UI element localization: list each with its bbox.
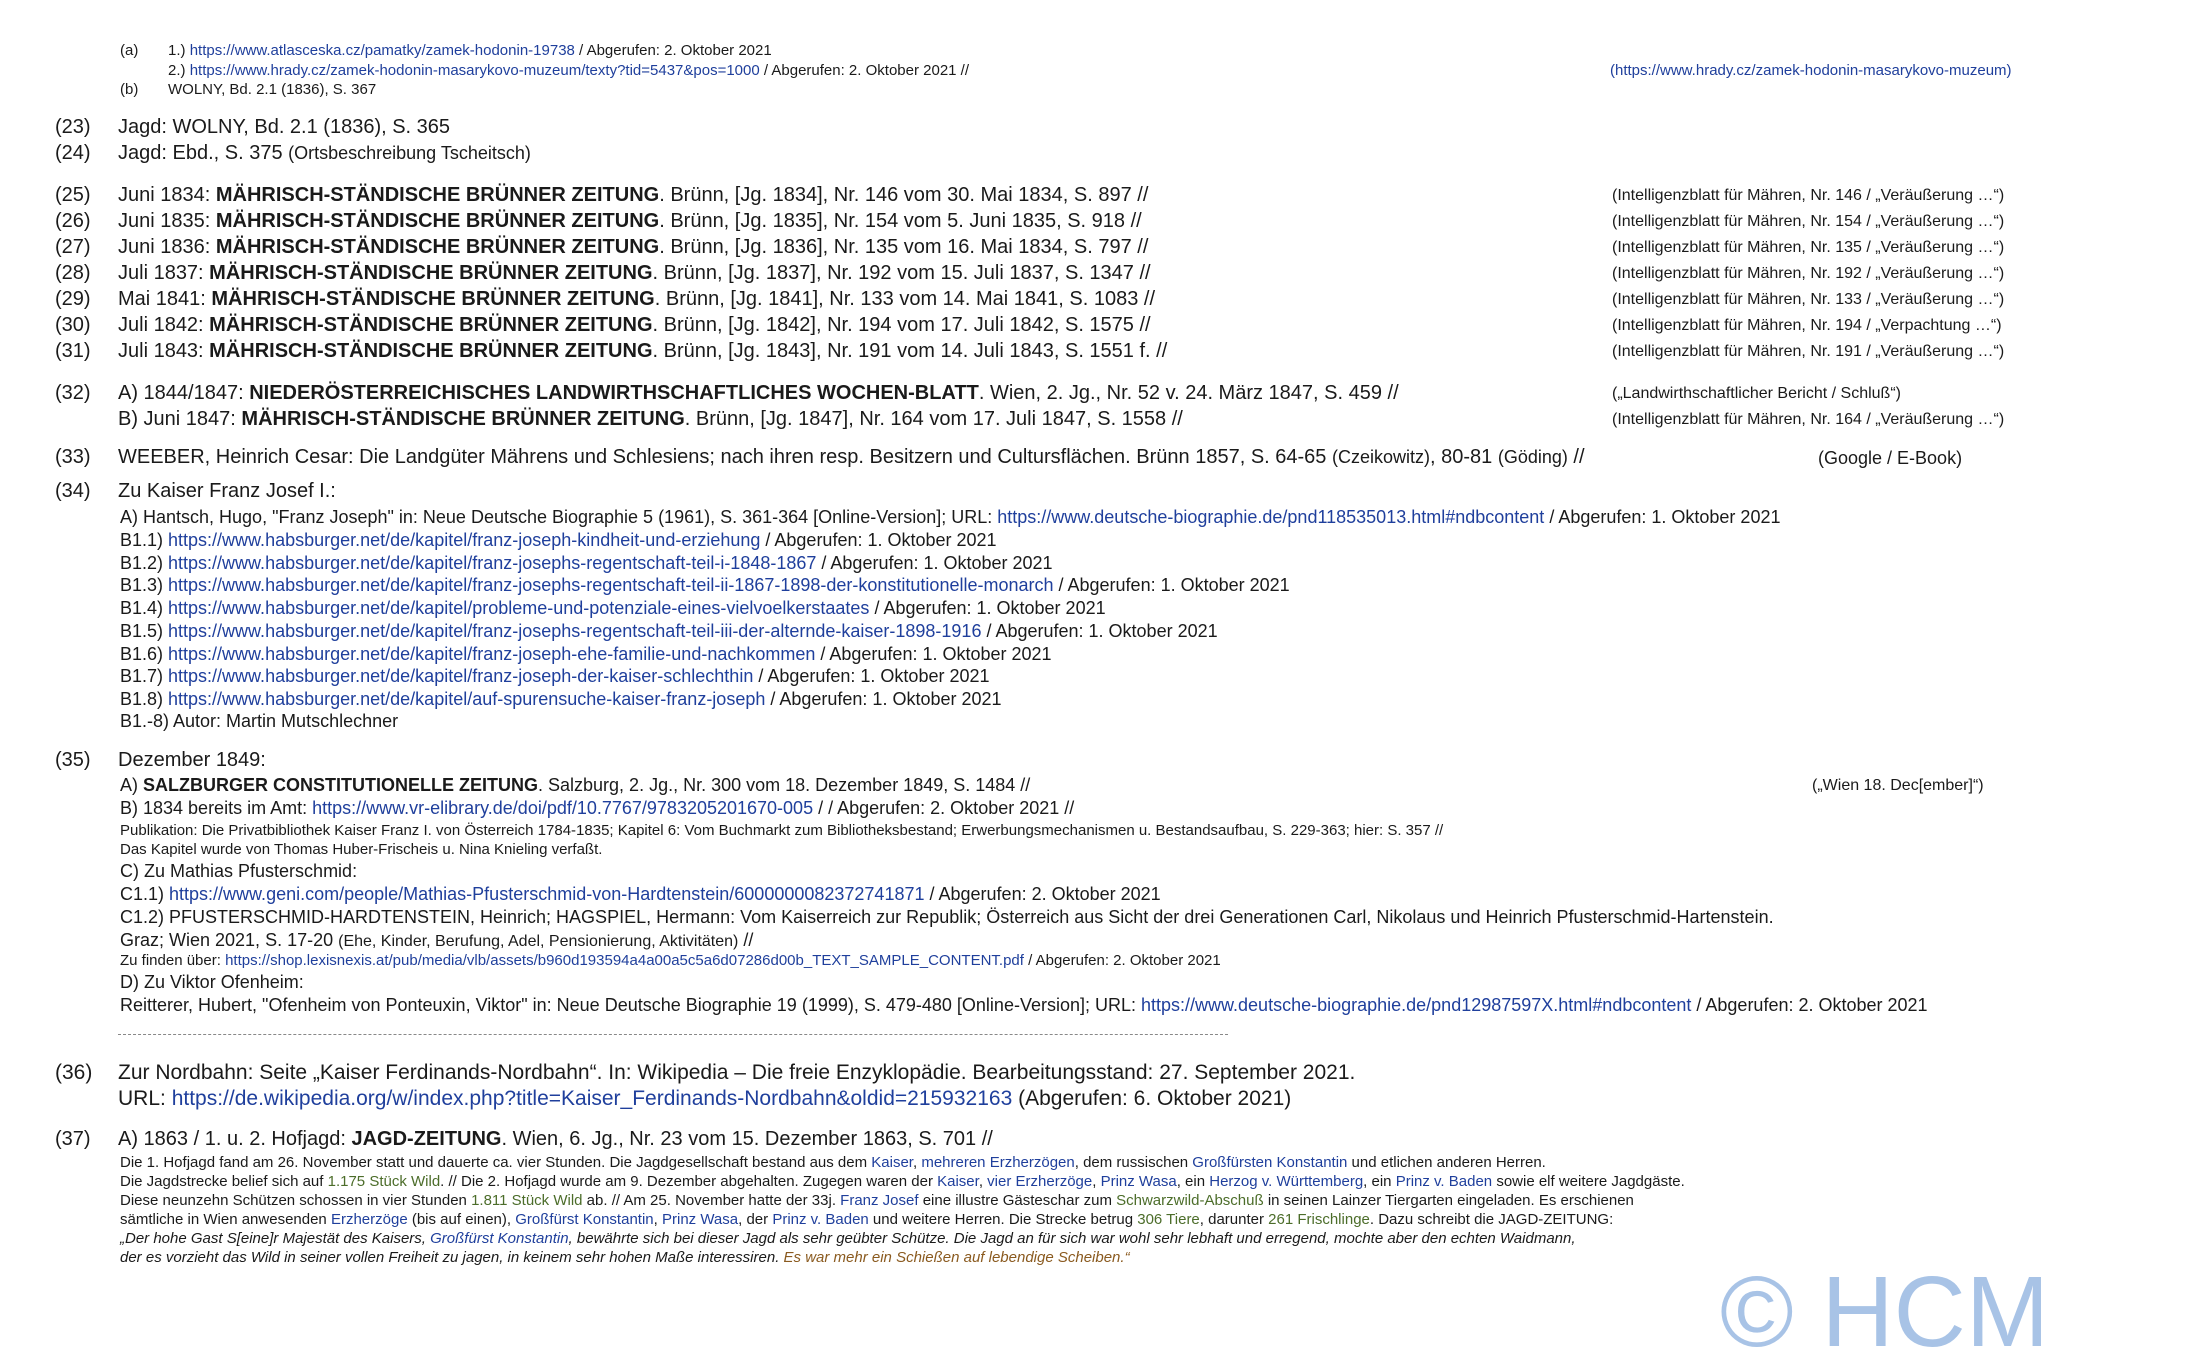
link-row-pre: B1.2) — [120, 552, 169, 573]
habsburger-link-row — [120, 575, 1290, 596]
citation-paper: MÄHRISCH-STÄNDISCHE BRÜNNER ZEITUNG — [209, 262, 653, 284]
highlight-grossfuerst: Großfürst Konstantin — [515, 1211, 654, 1228]
footnote-a2-right-link[interactable]: (https://www.hrady.cz/zamek-hodonin-masarykovo-muzeum) — [1610, 62, 2012, 79]
footnote-a-label: (a) — [120, 42, 139, 59]
text-run: . // Die 2. Hofjagd wurde am 9. Dezember abgehalten. Zugegen waren der — [440, 1173, 938, 1190]
footnote-24-text: Jagd: Ebd., S. 375 — [118, 142, 289, 164]
footnote-34-a-prefix: A) Hantsch, Hugo, "Franz Joseph" in: Neue Deutsche Biographie 5 (1961), S. 361-364 [Online-Version]; URL: — [120, 507, 998, 527]
footnote-35-number: (35) — [55, 749, 91, 771]
footnote-33-mid: , 80-81 — [1430, 446, 1498, 468]
footnote-37-number: (37) — [55, 1128, 91, 1150]
habsburger-link[interactable]: https://www.habsburger.net/de/kapitel/auf-spurensuche-kaiser-franz-joseph — [168, 688, 766, 709]
highlight-wild-count: 1.175 Stück Wild — [327, 1173, 441, 1190]
footnote-32-a-paper: NIEDERÖSTERREICHISCHES LANDWIRTHSCHAFTLICHES WOCHEN-BLATT — [249, 382, 979, 404]
link-row-pre: B1.5) — [120, 620, 169, 641]
text-run: , darunter — [1199, 1211, 1269, 1228]
footnote-33 — [118, 446, 1585, 469]
brunner-citation — [118, 340, 1167, 363]
highlight-wild-count: 1.811 Stück Wild — [471, 1192, 583, 1209]
text-run: ab. // Am 25. November hatte der 33j. — [582, 1192, 841, 1209]
footnote-35-d-title: D) Zu Viktor Ofenheim: — [120, 972, 304, 992]
footnote-37-prefix: A) 1863 / 1. u. 2. Hofjagd: — [118, 1128, 352, 1150]
intelligenzblatt-note: (Intelligenzblatt für Mähren, Nr. 191 / „Veräußerung …“) — [1612, 343, 2005, 360]
footnote-35-c1 — [120, 884, 1161, 905]
footnote-36-url-suffix: (Abgerufen: 6. Oktober 2021) — [1012, 1087, 1292, 1110]
section-divider — [118, 1034, 1228, 1035]
text-run: , der — [738, 1211, 773, 1228]
footnote-35-b-suffix: / / Abgerufen: 2. Oktober 2021 // — [813, 798, 1075, 818]
footnote-36-url-line — [118, 1087, 1291, 1111]
brunner-citation — [118, 262, 1151, 285]
intelligenzblatt-note: (Intelligenzblatt für Mähren, Nr. 194 / „Verpachtung …“) — [1612, 317, 2002, 334]
footnote-35-publication: Publikation: Die Privatbibliothek Kaiser Franz I. von Österreich 1784-1835; Kapitel 6: Vom Buchmarkt zum Bibliotheksbestand; Erwerbungsmechanismen u. Bestandsaufbau, S. 229-363; hier: S. 357 // — [120, 822, 1444, 839]
citation-paper: MÄHRISCH-STÄNDISCHE BRÜNNER ZEITUNG — [209, 340, 653, 362]
footnote-37-para-2 — [120, 1173, 1685, 1190]
text-run: , — [1092, 1173, 1101, 1190]
highlight-erzherzoge: mehreren Erzherzögen — [921, 1154, 1075, 1171]
footnote-34-a — [120, 507, 1780, 528]
citation-date: Mai 1841: — [118, 288, 212, 310]
footnote-35-d-suffix: / Abgerufen: 2. Oktober 2021 — [1691, 995, 1928, 1015]
text-run: eine illustre Gästeschar zum — [918, 1192, 1117, 1209]
footnote-36-url-prefix: URL: — [118, 1087, 172, 1110]
footnote-32-b-prefix: B) Juni 1847: — [118, 408, 242, 430]
link-row-post: / Abgerufen: 1. Oktober 2021 — [1053, 575, 1290, 596]
link-row-post: / Abgerufen: 1. Oktober 2021 — [765, 688, 1002, 709]
footnote-35-a — [120, 775, 1030, 796]
footnote-33-text: WEEBER, Heinrich Cesar: Die Landgüter Mährens und Schlesiens; nach ihren resp. Besitzern und Cultursflächen. Brünn 1857, S. 64-65 — [118, 446, 1332, 468]
text-run: , dem russischen — [1074, 1154, 1193, 1171]
footnote-a1-suffix: / Abgerufen: 2. Oktober 2021 — [574, 42, 772, 59]
highlight-erzherzoge: vier Erzherzöge — [987, 1173, 1093, 1190]
footnote-24-number: (24) — [55, 142, 91, 164]
footnote-35-c2b-suffix: // — [738, 930, 754, 950]
highlight-prinz-baden: Prinz v. Baden — [1395, 1173, 1493, 1190]
highlight-grossfuerst: Großfürst Konstantin — [430, 1230, 569, 1247]
habsburger-link-row — [120, 666, 990, 687]
habsburger-link[interactable]: https://www.habsburger.net/de/kapitel/franz-josephs-regentschaft-teil-ii-1867-1898-der-konstitutionelle-monarch — [168, 575, 1054, 596]
footnote-32-number: (32) — [55, 382, 91, 404]
highlight-schwarzwild: Schwarzwild-Abschuß — [1116, 1192, 1264, 1209]
citation-date: Juli 1842: — [118, 314, 210, 336]
footnote-37-para-3 — [120, 1192, 1634, 1209]
link-row-post: / Abgerufen: 1. Oktober 2021 — [760, 530, 997, 550]
citation-date: Juni 1835: — [118, 210, 216, 232]
footnote-a2 — [168, 62, 969, 79]
highlight-prinz-wasa: Prinz Wasa — [661, 1211, 739, 1228]
text-run: , ein — [1363, 1173, 1396, 1190]
habsburger-link-row — [120, 530, 997, 551]
footnote-33-right: (Google / E-Book) — [1818, 448, 1963, 468]
footnote-36-link[interactable]: https://de.wikipedia.org/w/index.php?title=Kaiser_Ferdinands-Nordbahn&oldid=215932163 — [171, 1087, 1013, 1110]
intelligenzblatt-note: (Intelligenzblatt für Mähren, Nr. 135 / „Veräußerung …“) — [1612, 239, 2005, 256]
link-row-pre: B1.3) — [120, 575, 169, 596]
text-run: , — [653, 1211, 662, 1228]
highlight-frischlinge: 261 Frischlinge — [1268, 1211, 1370, 1228]
footnote-35-d-prefix: Reitterer, Hubert, "Ofenheim von Ponteuxin, Viktor" in: Neue Deutsche Biographie 19 (1999), S. 479-480 [Online-Version]; URL: — [120, 995, 1141, 1015]
footnote-37-para-4 — [120, 1211, 1613, 1228]
footnote-35-c1-suffix: / Abgerufen: 2. Oktober 2021 — [924, 884, 1161, 904]
footnote-32-b-paper: MÄHRISCH-STÄNDISCHE BRÜNNER ZEITUNG — [241, 408, 685, 430]
intelligenzblatt-note: (Intelligenzblatt für Mähren, Nr. 146 / „Veräußerung …“) — [1612, 187, 2005, 204]
footnote-33-end: // — [1567, 446, 1585, 468]
highlight-herzog: Herzog v. Württemberg — [1209, 1173, 1364, 1190]
citation-rest: . Brünn, [Jg. 1835], Nr. 154 vom 5. Juni 1835, S. 918 // — [659, 210, 1142, 232]
footnote-35-c1-prefix: C1.1) — [120, 884, 170, 904]
footnote-35-title: Dezember 1849: — [118, 749, 266, 771]
footnote-35-chapter-authors: Das Kapitel wurde von Thomas Huber-Frischeis u. Nina Knieling verfaßt. — [120, 841, 603, 858]
footnote-35-c1-link[interactable]: https://www.geni.com/people/Mathias-Pfusterschmid-von-Hardtenstein/6000000082372741871 — [169, 884, 925, 904]
footnote-a2-link[interactable]: https://www.hrady.cz/zamek-hodonin-masarykovo-muzeum/texty?tid=5437&pos=1000 — [189, 62, 760, 79]
citation-rest: . Brünn, [Jg. 1842], Nr. 194 vom 17. Juli 1842, S. 1575 // — [652, 314, 1151, 336]
footnote-37-heading — [118, 1128, 993, 1151]
brunner-citation — [118, 288, 1155, 311]
text-run: und weitere Herren. Die Strecke betrug — [868, 1211, 1138, 1228]
footnote-35-a-rest: . Salzburg, 2. Jg., Nr. 300 vom 18. Dezember 1849, S. 1484 // — [538, 775, 1031, 795]
footnote-37-paper: JAGD-ZEITUNG — [351, 1128, 502, 1150]
footnote-35-b — [120, 798, 1074, 819]
highlight-prinz-wasa: Prinz Wasa — [1100, 1173, 1177, 1190]
text-run: und etlichen anderen Herren. — [1347, 1154, 1546, 1171]
highlight-tiere: 306 Tiere — [1137, 1211, 1200, 1228]
text-run: sämtliche in Wien anwesenden — [120, 1211, 331, 1228]
footnote-32-a-rest: . Wien, 2. Jg., Nr. 52 v. 24. März 1847, S. 459 // — [978, 382, 1399, 404]
footnote-number: (26) — [55, 210, 91, 232]
footnote-37-quote-1 — [120, 1230, 1576, 1247]
footnote-32-b-rest: . Brünn, [Jg. 1847], Nr. 164 vom 17. Juli 1847, S. 1558 // — [684, 408, 1183, 430]
footnote-34-number: (34) — [55, 480, 91, 502]
text-run: „Der hohe Gast S[eine]r Majestät des Kaisers, — [120, 1230, 431, 1247]
text-run: in seinen Lainzer Tiergarten eingeladen. Es erschienen — [1263, 1192, 1634, 1209]
intelligenzblatt-note: (Intelligenzblatt für Mähren, Nr. 192 / „Veräußerung …“) — [1612, 265, 2005, 282]
footnote-35-a-right: („Wien 18. Dec[ember]“) — [1812, 777, 1984, 794]
habsburger-link-row — [120, 598, 1106, 619]
footnote-number: (29) — [55, 288, 91, 310]
citation-rest: . Brünn, [Jg. 1841], Nr. 133 vom 14. Mai 1841, S. 1083 // — [654, 288, 1156, 310]
footnote-35-c2b-note: (Ehe, Kinder, Berufung, Adel, Pensionierung, Aktivitäten) — [338, 933, 739, 950]
footnote-a2-prefix: 2.) — [168, 62, 190, 79]
citation-paper: MÄHRISCH-STÄNDISCHE BRÜNNER ZEITUNG — [215, 184, 660, 206]
footnote-33-note-1: (Czeikowitz) — [1331, 447, 1430, 467]
footnote-b-label: (b) — [120, 81, 139, 98]
footnote-35-b-prefix: B) 1834 bereits im Amt: — [120, 798, 313, 818]
brunner-citation — [118, 236, 1148, 259]
brunner-citation — [118, 184, 1148, 207]
footnote-23-number: (23) — [55, 116, 91, 138]
citation-rest: . Brünn, [Jg. 1836], Nr. 135 vom 16. Mai 1834, S. 797 // — [659, 236, 1149, 258]
intelligenzblatt-note: (Intelligenzblatt für Mähren, Nr. 154 / „Veräußerung …“) — [1612, 213, 2005, 230]
link-row-pre: B1.4) — [120, 598, 169, 619]
link-row-pre: B1.7) — [120, 666, 169, 687]
text-run: , — [912, 1154, 922, 1171]
footnote-32-a-right: („Landwirthschaftlicher Bericht / Schluß“) — [1612, 385, 1901, 402]
footnote-a1-prefix: 1.) — [168, 42, 190, 59]
footnote-number: (30) — [55, 314, 91, 336]
link-row-post: / Abgerufen: 1. Oktober 2021 — [815, 643, 1052, 664]
habsburger-link[interactable]: https://www.habsburger.net/de/kapitel/franz-joseph-ehe-familie-und-nachkommen — [168, 643, 816, 664]
footnote-32-b-right: (Intelligenzblatt für Mähren, Nr. 164 / „Veräußerung …“) — [1612, 411, 2005, 428]
footnote-35-find-link[interactable]: https://shop.lexisnexis.at/pub/media/vlb/assets/b960d193594a4a00a5c5a6d07286d00b_TEXT_SAMPLE_CONTENT.pdf — [225, 952, 1024, 969]
footnote-35-a-prefix: A) — [120, 775, 144, 795]
citation-date: Juli 1843: — [118, 340, 210, 362]
footnote-37-quote-2 — [120, 1249, 1130, 1266]
footnote-33-number: (33) — [55, 446, 91, 468]
footnote-34-a-suffix: / Abgerufen: 1. Oktober 2021 — [1544, 507, 1781, 527]
footnote-36-line1: Zur Nordbahn: Seite „Kaiser Ferdinands-Nordbahn“. In: Wikipedia – Die freie Enzyklopädie. Bearbeitungsstand: 27. September 2021. — [118, 1061, 1356, 1084]
habsburger-link[interactable]: https://www.habsburger.net/de/kapitel/franz-joseph-der-kaiser-schlechthin — [168, 666, 754, 687]
link-row-post: / Abgerufen: 1. Oktober 2021 — [981, 620, 1218, 641]
footnote-a1 — [168, 42, 772, 59]
habsburger-link[interactable]: https://www.habsburger.net/de/kapitel/franz-josephs-regentschaft-teil-iii-der-alternde-kaiser-1898-1916 — [168, 620, 982, 641]
highlight-grossfuerst: Großfürsten Konstantin — [1192, 1154, 1348, 1171]
highlight-franz-josef: Franz Josef — [840, 1192, 919, 1209]
footnote-32-a-prefix: A) 1844/1847: — [118, 382, 250, 404]
highlight-prinz-baden: Prinz v. Baden — [772, 1211, 869, 1228]
habsburger-link[interactable]: https://www.habsburger.net/de/kapitel/probleme-und-potenziale-eines-vielvoelkerstaates — [168, 598, 870, 619]
footnote-a2-suffix: / Abgerufen: 2. Oktober 2021 // — [759, 62, 970, 79]
highlight-quote-end: Es war mehr ein Schießen auf lebendige Scheiben.“ — [783, 1249, 1130, 1266]
text-run: , ein — [1176, 1173, 1210, 1190]
highlight-kaiser: Kaiser — [937, 1173, 979, 1190]
footnote-32-b — [118, 408, 1183, 431]
text-run: Die 1. Hofjagd fand am 26. November statt und dauerte ca. vier Stunden. Die Jagdgesellschaft bestand aus dem — [120, 1154, 872, 1171]
citation-date: Juli 1837: — [118, 262, 210, 284]
citation-rest: . Brünn, [Jg. 1837], Nr. 192 vom 15. Juli 1837, S. 1347 // — [652, 262, 1151, 284]
footnote-35-find-prefix: Zu finden über: — [120, 952, 226, 969]
citation-paper: MÄHRISCH-STÄNDISCHE BRÜNNER ZEITUNG — [215, 236, 660, 258]
hcm-copyright-logo: © HCM — [1720, 1256, 2050, 1368]
habsburger-link-row — [120, 621, 1218, 642]
footnote-37-para-1 — [120, 1154, 1546, 1171]
habsburger-link[interactable]: https://www.habsburger.net/de/kapitel/franz-joseph-kindheit-und-erziehung — [168, 530, 761, 550]
text-run: (bis auf einen), — [407, 1211, 516, 1228]
text-run: der es vorzieht das Wild in seiner vollen Freiheit zu jagen, in keinem sehr hohen Maße interessiren. — [120, 1249, 784, 1266]
text-run: , — [978, 1173, 988, 1190]
footnote-35-d-link[interactable]: https://www.deutsche-biographie.de/pnd12987597X.html#ndbcontent — [1141, 995, 1692, 1015]
citation-paper: MÄHRISCH-STÄNDISCHE BRÜNNER ZEITUNG — [211, 288, 655, 310]
footnote-36-number: (36) — [55, 1061, 93, 1084]
footnote-35-c2b-prefix: Graz; Wien 2021, S. 17-20 — [120, 930, 339, 950]
habsburger-link-row — [120, 553, 1053, 574]
brunner-citation — [118, 210, 1142, 233]
link-row-pre: B1.8) — [120, 688, 169, 709]
footnote-33-note-2: (Göding) — [1497, 447, 1568, 467]
footnote-35-find-suffix: / Abgerufen: 2. Oktober 2021 — [1023, 952, 1221, 969]
citation-paper: MÄHRISCH-STÄNDISCHE BRÜNNER ZEITUNG — [215, 210, 660, 232]
footnote-24 — [118, 142, 531, 165]
brunner-citation — [118, 314, 1151, 337]
footnote-35-find — [120, 952, 1221, 969]
footnote-35-c2b — [120, 930, 753, 951]
footnote-34-title: Zu Kaiser Franz Josef I.: — [118, 480, 336, 502]
citation-date: Juni 1836: — [118, 236, 216, 258]
footnote-35-d — [120, 995, 1928, 1016]
link-row-post: / Abgerufen: 1. Oktober 2021 — [753, 666, 990, 687]
footnote-23-text: Jagd: WOLNY, Bd. 2.1 (1836), S. 365 — [118, 116, 451, 138]
text-run: Die Jagdstrecke belief sich auf — [120, 1173, 328, 1190]
footnote-34-author: B1.-8) Autor: Martin Mutschlechner — [120, 711, 399, 731]
footnote-number: (25) — [55, 184, 91, 206]
link-row-post: / Abgerufen: 1. Oktober 2021 — [816, 552, 1053, 573]
citation-rest: . Brünn, [Jg. 1843], Nr. 191 vom 14. Juli 1843, S. 1551 f. // — [652, 340, 1168, 362]
footnote-32-a — [118, 382, 1399, 405]
text-run: , bewährte sich bei dieser Jagd als sehr geübter Schütze. Die Jagd an für sich war wohl sehr lebhaft und erregend, mochte aber den echten Waidmann, — [568, 1230, 1576, 1247]
footnote-24-note: (Ortsbeschreibung Tscheitsch) — [288, 143, 531, 163]
text-run: Diese neunzehn Schützen schossen in vier Stunden — [120, 1192, 472, 1209]
footnote-35-b-link[interactable]: https://www.vr-elibrary.de/doi/pdf/10.7767/9783205201670-005 — [312, 798, 814, 818]
citation-paper: MÄHRISCH-STÄNDISCHE BRÜNNER ZEITUNG — [209, 314, 653, 336]
habsburger-link-row — [120, 644, 1052, 665]
footnote-35-c-title: C) Zu Mathias Pfusterschmid: — [120, 861, 358, 881]
text-run: . Dazu schreibt die JAGD-ZEITUNG: — [1369, 1211, 1614, 1228]
citation-date: Juni 1834: — [118, 184, 216, 206]
footnote-35-a-paper: SALZBURGER CONSTITUTIONELLE ZEITUNG — [143, 775, 539, 795]
link-row-pre: B1.6) — [120, 643, 169, 664]
footnote-number: (31) — [55, 340, 91, 362]
footnote-37-rest: . Wien, 6. Jg., Nr. 23 vom 15. Dezember 1863, S. 701 // — [501, 1128, 993, 1150]
footnote-a1-link[interactable]: https://www.atlasceska.cz/pamatky/zamek-hodonin-19738 — [189, 42, 575, 59]
footnote-number: (27) — [55, 236, 91, 258]
citation-rest: . Brünn, [Jg. 1834], Nr. 146 vom 30. Mai 1834, S. 897 // — [659, 184, 1149, 206]
footnote-35-c2: C1.2) PFUSTERSCHMID-HARDTENSTEIN, Heinrich; HAGSPIEL, Hermann: Vom Kaiserreich zur Republik; Österreich aus Sicht der drei Generationen Carl, Nikolaus und Heinrich Pfusterschmid-Hartenstein. — [120, 907, 1774, 927]
link-row-pre: B1.1) — [120, 530, 169, 550]
highlight-erzherzoge: Erzherzöge — [330, 1211, 408, 1228]
footnote-b-text: WOLNY, Bd. 2.1 (1836), S. 367 — [168, 81, 377, 98]
link-row-post: / Abgerufen: 1. Oktober 2021 — [869, 598, 1106, 619]
habsburger-link-row — [120, 689, 1002, 710]
footnote-34-a-link[interactable]: https://www.deutsche-biographie.de/pnd118535013.html#ndbcontent — [997, 507, 1545, 527]
footnote-number: (28) — [55, 262, 91, 284]
highlight-kaiser: Kaiser — [871, 1154, 913, 1171]
intelligenzblatt-note: (Intelligenzblatt für Mähren, Nr. 133 / „Veräußerung …“) — [1612, 291, 2005, 308]
habsburger-link[interactable]: https://www.habsburger.net/de/kapitel/franz-josephs-regentschaft-teil-i-1848-1867 — [168, 552, 817, 573]
text-run: sowie elf weitere Jagdgäste. — [1492, 1173, 1685, 1190]
